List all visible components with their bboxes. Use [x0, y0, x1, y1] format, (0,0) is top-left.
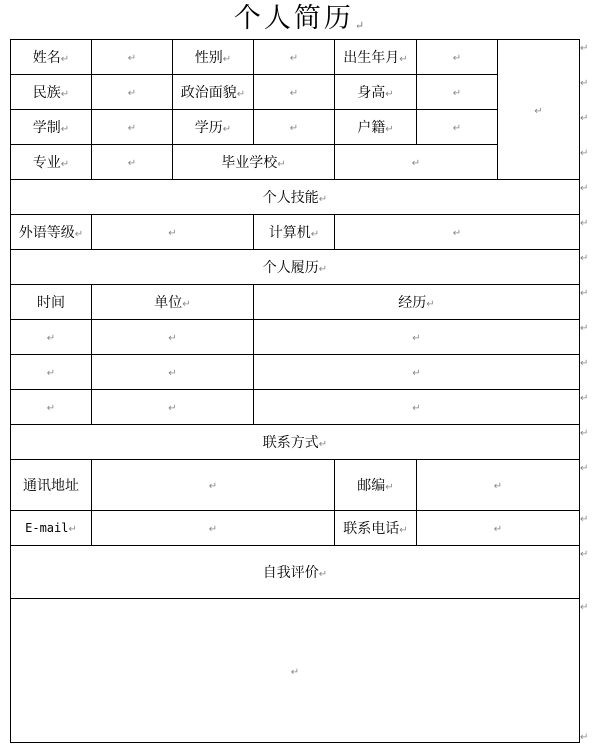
email-value-cell[interactable]: ↵ — [92, 511, 335, 546]
school-label-cell: 毕业学校↵ — [173, 145, 335, 180]
table-row — [11, 511, 580, 546]
table-row — [11, 285, 580, 320]
time-value-cell[interactable]: ↵ — [11, 390, 92, 425]
table-row — [11, 355, 580, 390]
table-row — [11, 250, 580, 285]
hukou-label-cell: 户籍↵ — [335, 110, 417, 145]
detail-value-cell[interactable]: ↵ — [254, 390, 580, 425]
table-row — [11, 320, 580, 355]
page-title — [0, 2, 598, 36]
detail-value-cell[interactable]: ↵ — [254, 320, 580, 355]
table-row — [11, 75, 580, 110]
end-of-row-mark-icon: ↵ — [580, 218, 589, 229]
end-of-row-mark-icon: ↵ — [580, 78, 589, 89]
skills-heading: 个人技能↵ — [11, 180, 580, 215]
end-of-row-mark-icon: ↵ — [580, 253, 589, 264]
height-value-cell[interactable]: ↵ — [417, 75, 498, 110]
postcode-value-cell[interactable]: ↵ — [417, 460, 580, 511]
end-of-row-mark-icon: ↵ — [580, 393, 589, 404]
major-value-cell[interactable]: ↵ — [92, 145, 173, 180]
birth-value-cell[interactable]: ↵ — [417, 40, 498, 75]
height-label-cell: 身高↵ — [335, 75, 417, 110]
politics-label-cell: 政治面貌↵ — [173, 75, 254, 110]
address-label-cell: 通讯地址 — [11, 460, 92, 511]
name-value-cell[interactable]: ↵ — [92, 40, 173, 75]
time-column-header: 时间 — [11, 285, 92, 320]
gender-value-cell[interactable]: ↵ — [254, 40, 335, 75]
end-of-row-mark-icon: ↵ — [580, 43, 589, 54]
unit-value-cell[interactable]: ↵ — [92, 355, 254, 390]
end-of-row-mark-icon: ↵ — [580, 549, 589, 560]
ethnicity-label-cell: 民族↵ — [11, 75, 92, 110]
photo-cell[interactable]: ↵ — [498, 40, 580, 180]
end-of-row-mark-icon: ↵ — [580, 183, 589, 194]
education-label-cell: 学历↵ — [173, 110, 254, 145]
table-row — [11, 425, 580, 460]
table-row — [11, 145, 580, 180]
table-row — [11, 215, 580, 250]
end-of-row-mark-icon: ↵ — [580, 113, 589, 124]
end-of-row-mark-icon: ↵ — [580, 358, 589, 369]
computer-value-cell[interactable]: ↵ — [335, 215, 580, 250]
title-text: 个人简历 — [233, 3, 354, 34]
contact-heading: 联系方式↵ — [11, 425, 580, 460]
end-of-row-mark-icon: ↵ — [580, 463, 589, 474]
time-value-cell[interactable]: ↵ — [11, 320, 92, 355]
school-value-cell[interactable]: ↵ — [335, 145, 498, 180]
end-of-row-mark-icon: ↵ — [580, 323, 589, 334]
schooling-label-cell: 学制↵ — [11, 110, 92, 145]
postcode-label-cell: 邮编↵ — [335, 460, 417, 511]
phone-value-cell[interactable]: ↵ — [417, 511, 580, 546]
end-of-row-mark-icon: ↵ — [580, 428, 589, 439]
time-value-cell[interactable]: ↵ — [11, 355, 92, 390]
unit-value-cell[interactable]: ↵ — [92, 390, 254, 425]
detail-column-header: 经历↵ — [254, 285, 580, 320]
experience-heading: 个人履历↵ — [11, 250, 580, 285]
phone-label-cell: 联系电话↵ — [335, 511, 417, 546]
gender-label-cell: 性别↵ — [173, 40, 254, 75]
major-label-cell: 专业↵ — [11, 145, 92, 180]
self-eval-value-cell[interactable]: ↵ — [11, 599, 580, 743]
resume-table — [10, 39, 580, 743]
schooling-value-cell[interactable]: ↵ — [92, 110, 173, 145]
name-label-cell: 姓名↵ — [11, 40, 92, 75]
table-row — [11, 460, 580, 511]
ethnicity-value-cell[interactable]: ↵ — [92, 75, 173, 110]
language-value-cell[interactable]: ↵ — [92, 215, 254, 250]
table-row — [11, 110, 580, 145]
birth-label-cell: 出生年月↵ — [335, 40, 417, 75]
table-row — [11, 180, 580, 215]
table-row — [11, 390, 580, 425]
unit-column-header: 单位↵ — [92, 285, 254, 320]
computer-label-cell: 计算机↵ — [254, 215, 335, 250]
paragraph-mark-icon: ↵ — [354, 19, 365, 32]
hukou-value-cell[interactable]: ↵ — [417, 110, 498, 145]
email-label-cell: E-mail↵ — [11, 511, 92, 546]
self-eval-heading: 自我评价↵ — [11, 546, 580, 599]
education-value-cell[interactable]: ↵ — [254, 110, 335, 145]
address-value-cell[interactable]: ↵ — [92, 460, 335, 511]
end-of-row-marks — [580, 0, 594, 745]
detail-value-cell[interactable]: ↵ — [254, 355, 580, 390]
table-row — [11, 599, 580, 743]
table-row — [11, 40, 580, 75]
table-row — [11, 546, 580, 599]
end-of-row-mark-icon: ↵ — [580, 514, 589, 525]
end-of-row-mark-icon: ↵ — [580, 148, 589, 159]
end-of-row-mark-icon: ↵ — [580, 288, 589, 299]
end-of-row-mark-icon: ↵ — [580, 602, 589, 613]
end-of-row-mark-icon: ↵ — [580, 732, 589, 743]
politics-value-cell[interactable]: ↵ — [254, 75, 335, 110]
unit-value-cell[interactable]: ↵ — [92, 320, 254, 355]
language-label-cell: 外语等级↵ — [11, 215, 92, 250]
